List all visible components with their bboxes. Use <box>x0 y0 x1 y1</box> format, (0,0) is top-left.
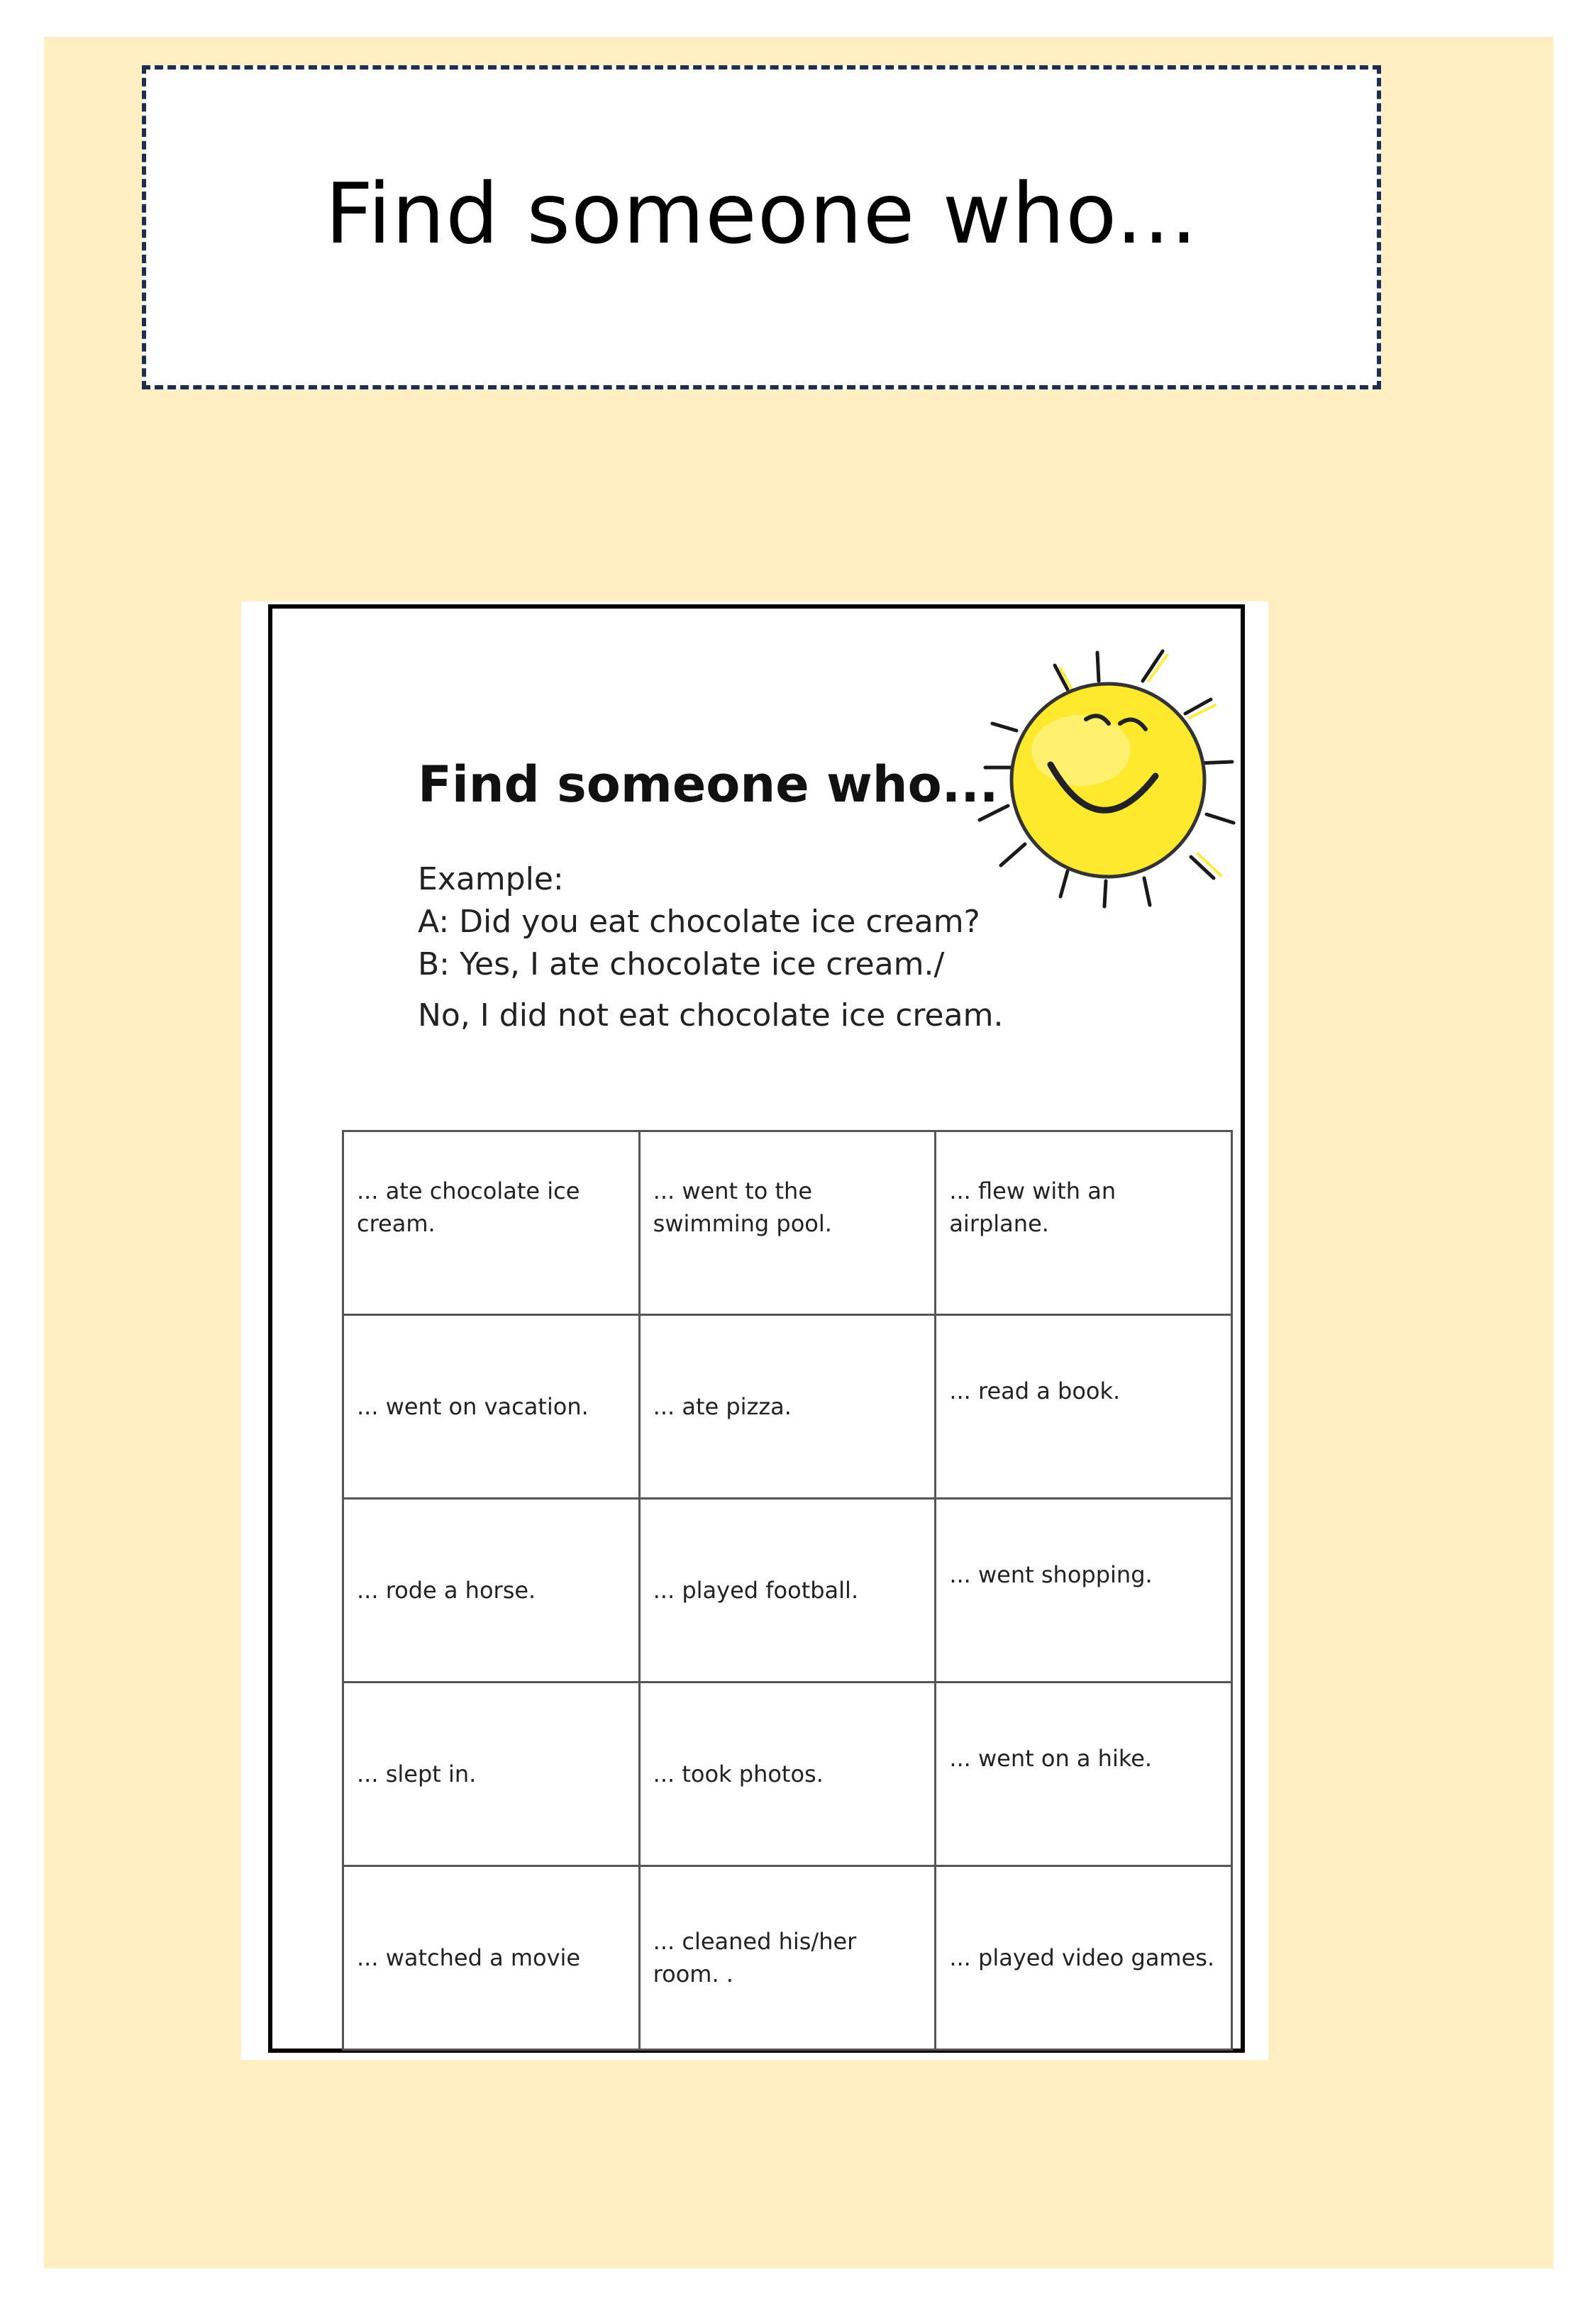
example-answer-no: No, I did not eat chocolate ice cream. <box>418 997 1004 1033</box>
grid-cell: ... ate pizza. <box>639 1315 936 1499</box>
worksheet-frame <box>268 604 1245 2053</box>
grid-row <box>343 1683 1232 1866</box>
activity-grid <box>342 1130 1233 2051</box>
grid-cell: ... slept in. <box>343 1683 640 1866</box>
grid-cell: ... read a book. <box>936 1315 1232 1499</box>
grid-cell: ... played video games. <box>936 1866 1232 2050</box>
worksheet-image <box>241 602 1268 2060</box>
grid-cell: ... played football. <box>639 1499 936 1683</box>
grid-cell: ... flew with an airplane. <box>936 1131 1232 1315</box>
example-block <box>418 858 1003 1037</box>
grid-row <box>343 1499 1232 1683</box>
worksheet-title: Find someone who... <box>418 755 999 814</box>
grid-cell: ... went to the swimming pool. <box>639 1131 936 1315</box>
grid-cell: ... ate chocolate ice cream. <box>343 1131 640 1315</box>
grid-row <box>343 1315 1232 1499</box>
grid-cell: ... went on vacation. <box>343 1315 640 1499</box>
title-banner <box>142 65 1381 389</box>
sun-icon <box>929 637 1269 942</box>
example-question: A: Did you eat chocolate ice cream? <box>418 904 980 940</box>
example-answer-yes: B: Yes, I ate chocolate ice cream./ <box>418 946 945 982</box>
grid-cell: ... went on a hike. <box>936 1683 1232 1866</box>
grid-cell: ... cleaned his/her room. . <box>639 1866 936 2050</box>
page-title: Find someone who... <box>325 164 1198 262</box>
grid-cell: ... rode a horse. <box>343 1499 640 1683</box>
grid-row <box>343 1131 1232 1315</box>
example-label: Example: <box>418 861 564 897</box>
grid-row <box>343 1866 1232 2050</box>
grid-cell: ... watched a movie <box>343 1866 640 2050</box>
grid-cell: ... took photos. <box>639 1683 936 1866</box>
grid-cell: ... went shopping. <box>936 1499 1232 1683</box>
